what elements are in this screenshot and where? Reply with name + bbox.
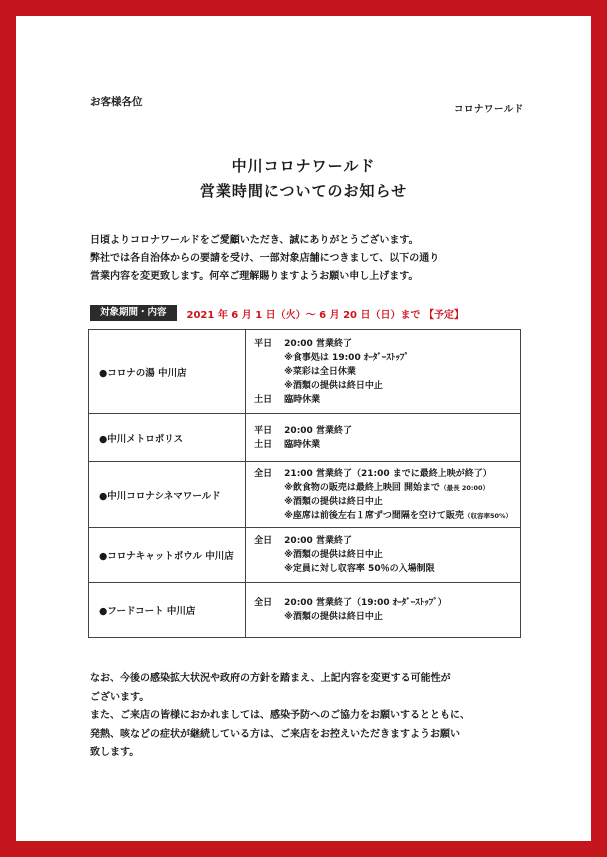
- hours-text: ※菜彩は全日休業: [284, 366, 356, 377]
- closing-line: 致します。: [90, 747, 140, 758]
- table-row: [89, 330, 521, 414]
- hours-line: [254, 481, 512, 495]
- closing-paragraph: [90, 670, 530, 763]
- store-hours: [246, 462, 521, 528]
- hours-line: [254, 379, 512, 393]
- closing-line: また、ご来店の皆様におかれましては、感染予防へのご協力をお願いするとともに、: [90, 710, 470, 721]
- hours-line: [254, 467, 512, 481]
- day-label: 平日: [254, 338, 273, 349]
- hours-text: ※酒類の提供は終日中止: [284, 550, 383, 560]
- addressee: お客様各位: [90, 96, 143, 108]
- closing-line: なお、今後の感染拡大状況や政府の方針を踏まえ、上記内容を変更する可能性が: [90, 673, 451, 684]
- hours-text: ※座席は前後左右１席ずつ間隔を空けて販売: [284, 510, 464, 521]
- intro-line: 営業内容を変更致します。何卒ご理解賜りますようお願い申し上げます。: [90, 271, 419, 282]
- hours-text: ※定員に対し収容率 50％の入場制限: [284, 564, 435, 574]
- intro-line: 日頃よりコロナワールドをご愛顧いただき、誠にありがとうございます。: [90, 235, 419, 246]
- hours-text: 20:00 営業終了: [284, 338, 352, 349]
- store-name: ●フードコート 中川店: [89, 583, 246, 638]
- hours-text: ※酒類の提供は終日中止: [284, 612, 383, 622]
- table-row: [89, 414, 521, 462]
- sender: コロナワールド: [454, 104, 524, 115]
- hours-text: 20:00 営業終了: [284, 425, 352, 436]
- hours-text: 20:00 営業終了: [284, 536, 352, 546]
- hours-text: ※食事処は 19:00 ｵｰﾀﾞｰｽﾄｯﾌﾟ: [284, 352, 409, 363]
- intro-line: 弊社では各自治体からの要請を受け、一部対象店舗につきまして、以下の通り: [90, 253, 440, 264]
- day-label: 土日: [254, 394, 273, 405]
- day-label: 全日: [254, 536, 273, 546]
- hours-text: 21:00 営業終了（21:00 までに最終上映が終了）: [284, 468, 492, 479]
- hours-line: [254, 610, 512, 624]
- store-name: ●コロナキャットボウル 中川店: [89, 528, 246, 583]
- table-row: [89, 528, 521, 583]
- store-hours: [246, 528, 521, 583]
- hours-line: [254, 562, 512, 576]
- hours-note-small: （収容率50%）: [463, 511, 512, 520]
- day-label: 土日: [254, 439, 273, 450]
- store-name: ●中川コロナシネマワールド: [89, 462, 246, 528]
- hours-text: 20:00 営業終了（19:00 ｵｰﾀﾞｰｽﾄｯﾌﾟ）: [284, 598, 447, 608]
- hours-text: 臨時休業: [284, 439, 321, 450]
- hours-note-small: （最長 20:00）: [440, 483, 490, 492]
- store-name: ●中川メトロポリス: [89, 414, 246, 462]
- period-row: [90, 305, 464, 321]
- table-row: [89, 462, 521, 528]
- closing-line: 発熱、咳などの症状が継続している方は、ご来店をお控えいただきますようお願い: [90, 728, 460, 740]
- hours-text: ※飲食物の販売は最終上映回 開始まで: [284, 482, 441, 493]
- title-line-2: 営業時間についてのお知らせ: [199, 182, 408, 200]
- hours-line: [254, 534, 512, 548]
- hours-line: [254, 438, 512, 452]
- hours-line: [254, 548, 512, 562]
- hours-line: [254, 393, 512, 407]
- hours-line: [254, 337, 512, 351]
- intro-paragraph: [90, 232, 530, 286]
- hours-text: ※酒類の提供は終日中止: [284, 496, 383, 507]
- hours-line: [254, 424, 512, 438]
- period-text: 2021 年 6 月 1 日（火）～ 6 月 20 日（日）まで 【予定】: [186, 309, 464, 321]
- hours-line: [254, 365, 512, 379]
- table-row: [89, 583, 521, 638]
- closing-line: ございます。: [90, 691, 150, 703]
- hours-line: [254, 495, 512, 509]
- hours-line: [254, 596, 512, 610]
- hours-text: 臨時休業: [284, 394, 321, 405]
- day-label: 全日: [254, 598, 273, 608]
- hours-line: [254, 509, 512, 523]
- day-label: 全日: [254, 468, 273, 479]
- period-label: 対象期間・内容: [90, 305, 177, 321]
- day-label: 平日: [254, 425, 273, 436]
- store-hours: [246, 330, 521, 414]
- title-line-1: 中川コロナワールド: [231, 157, 376, 175]
- hours-text: ※酒類の提供は終日中止: [284, 380, 383, 391]
- store-hours: [246, 583, 521, 638]
- store-name: ●コロナの湯 中川店: [89, 330, 246, 414]
- store-hours: [246, 414, 521, 462]
- hours-line: [254, 351, 512, 365]
- schedule-table: [88, 329, 521, 638]
